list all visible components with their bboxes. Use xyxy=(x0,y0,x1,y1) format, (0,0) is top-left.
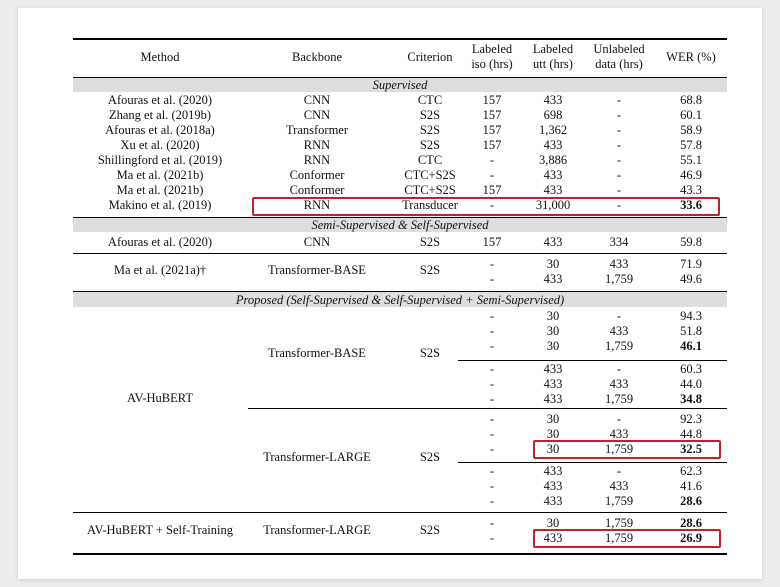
unlabeled-cell: 1,759 xyxy=(604,494,634,508)
unlabeled-cell: 1,759 xyxy=(604,516,634,530)
wer-cell: 71.9 xyxy=(680,257,702,271)
unlabeled-cell: 1,759 xyxy=(604,531,634,545)
header-backbone: Backbone xyxy=(292,50,342,64)
group-divider xyxy=(248,408,727,409)
unlabeled-cell: 433 xyxy=(609,479,629,493)
selftrain-backbone: Transformer-LARGE xyxy=(263,523,371,537)
criterion-cell: S2S xyxy=(419,123,441,137)
labeled-utt-cell: 30 xyxy=(546,324,560,338)
labeled-iso-cell: - xyxy=(489,427,495,441)
unlabeled-cell: - xyxy=(616,123,622,137)
labeled-utt-cell: 433 xyxy=(543,183,563,197)
unlabeled-cell: - xyxy=(616,464,622,478)
labeled-iso-cell: - xyxy=(489,362,495,376)
backbone-cell: CNN xyxy=(303,108,331,122)
backbone-cell: RNN xyxy=(303,198,331,212)
wer-cell: 46.1 xyxy=(680,339,702,353)
criterion-cell: CTC xyxy=(417,153,443,167)
avhubert-base-criterion: S2S xyxy=(419,346,441,360)
header-labeled-iso-1: Labeled xyxy=(471,42,513,56)
criterion-cell: CTC+S2S xyxy=(404,168,456,182)
header-method: Method xyxy=(140,50,180,64)
wer-cell: 92.3 xyxy=(680,412,702,426)
unlabeled-cell: 1,759 xyxy=(604,339,634,353)
labeled-iso-cell: - xyxy=(489,412,495,426)
labeled-iso-cell: - xyxy=(489,464,495,478)
labeled-iso-cell: 157 xyxy=(482,123,502,137)
wer-cell: 51.8 xyxy=(680,324,702,338)
unlabeled-cell: 1,759 xyxy=(604,392,634,406)
wer-cell: 44.0 xyxy=(680,377,702,391)
labeled-iso-cell: 157 xyxy=(482,108,502,122)
labeled-utt-cell: 433 xyxy=(543,464,563,478)
criterion-cell: CTC+S2S xyxy=(404,183,456,197)
wer-cell: 46.9 xyxy=(680,168,702,182)
header-unlabeled-2: data (hrs) xyxy=(595,57,643,71)
wer-cell: 59.8 xyxy=(680,235,702,249)
labeled-iso-cell: - xyxy=(489,494,495,508)
labeled-utt-cell: 433 xyxy=(543,479,563,493)
method-cell: Xu et al. (2020) xyxy=(120,138,200,152)
section-rule xyxy=(73,253,727,254)
labeled-utt-cell: 30 xyxy=(546,339,560,353)
labeled-utt-cell: 433 xyxy=(543,235,563,249)
wer-cell: 34.8 xyxy=(680,392,702,406)
backbone-cell: Conformer xyxy=(289,168,345,182)
method-cell: Afouras et al. (2018a) xyxy=(105,123,215,137)
labeled-iso-cell: - xyxy=(489,531,495,545)
wer-cell: 58.9 xyxy=(680,123,702,137)
header-labeled-utt-2: utt (hrs) xyxy=(533,57,573,71)
labeled-iso-cell: - xyxy=(489,324,495,338)
labeled-utt-cell: 30 xyxy=(546,427,560,441)
labeled-iso-cell: - xyxy=(489,442,495,456)
labeled-utt-cell: 30 xyxy=(546,412,560,426)
labeled-iso-cell: 157 xyxy=(482,235,502,249)
labeled-iso-cell: 157 xyxy=(482,93,502,107)
criterion-cell: CTC xyxy=(417,93,443,107)
labeled-utt-cell: 433 xyxy=(543,392,563,406)
labeled-utt-cell: 433 xyxy=(543,168,563,182)
labeled-iso-cell: 157 xyxy=(482,138,502,152)
unlabeled-cell: 1,759 xyxy=(604,442,634,456)
criterion-cell: S2S xyxy=(419,138,441,152)
labeled-utt-cell: 433 xyxy=(543,93,563,107)
unlabeled-cell: - xyxy=(616,362,622,376)
top-rule xyxy=(73,38,727,40)
header-labeled-utt-1: Labeled xyxy=(532,42,574,56)
labeled-utt-cell: 30 xyxy=(546,309,560,323)
labeled-utt-cell: 3,886 xyxy=(538,153,568,167)
labeled-iso-cell: - xyxy=(489,153,495,167)
criterion-cell: S2S xyxy=(419,108,441,122)
labeled-iso-cell: - xyxy=(489,272,495,286)
unlabeled-cell: - xyxy=(616,183,622,197)
ma-criterion: S2S xyxy=(419,263,441,277)
unlabeled-cell: 433 xyxy=(609,324,629,338)
labeled-iso-cell: - xyxy=(489,377,495,391)
labeled-utt-cell: 30 xyxy=(546,516,560,530)
wer-cell: 28.6 xyxy=(680,494,702,508)
labeled-iso-cell: - xyxy=(489,309,495,323)
wer-cell: 33.6 xyxy=(680,198,702,212)
method-cell: Ma et al. (2021b) xyxy=(116,183,204,197)
backbone-cell: RNN xyxy=(303,138,331,152)
labeled-iso-cell: - xyxy=(489,479,495,493)
labeled-iso-cell: 157 xyxy=(482,183,502,197)
backbone-cell: CNN xyxy=(303,93,331,107)
criterion-cell: Transducer xyxy=(402,198,458,212)
wer-cell: 60.1 xyxy=(680,108,702,122)
wer-cell: 43.3 xyxy=(680,183,702,197)
wer-cell: 62.3 xyxy=(680,464,702,478)
bottom-rule xyxy=(73,553,727,555)
group-divider xyxy=(458,462,727,463)
unlabeled-cell: - xyxy=(616,412,622,426)
labeled-utt-cell: 433 xyxy=(543,531,563,545)
labeled-iso-cell: - xyxy=(489,516,495,530)
method-cell: Afouras et al. (2020) xyxy=(107,93,213,107)
unlabeled-cell: - xyxy=(616,309,622,323)
wer-cell: 44.8 xyxy=(680,427,702,441)
labeled-utt-cell: 30 xyxy=(546,442,560,456)
labeled-utt-cell: 433 xyxy=(543,362,563,376)
labeled-utt-cell: 433 xyxy=(543,494,563,508)
wer-cell: 60.3 xyxy=(680,362,702,376)
avhubert-large-backbone: Transformer-LARGE xyxy=(263,450,371,464)
backbone-cell: Conformer xyxy=(289,183,345,197)
wer-cell: 28.6 xyxy=(680,516,702,530)
unlabeled-cell: - xyxy=(616,108,622,122)
wer-cell: 32.5 xyxy=(680,442,702,456)
wer-cell: 55.1 xyxy=(680,153,702,167)
unlabeled-cell: - xyxy=(616,153,622,167)
unlabeled-cell: 1,759 xyxy=(604,272,634,286)
wer-cell: 41.6 xyxy=(680,479,702,493)
labeled-iso-cell: - xyxy=(489,198,495,212)
labeled-utt-cell: 698 xyxy=(543,108,563,122)
header-unlabeled-1: Unlabeled xyxy=(593,42,645,56)
wer-cell: 57.8 xyxy=(680,138,702,152)
header-labeled-iso-2: iso (hrs) xyxy=(471,57,513,71)
labeled-utt-cell: 1,362 xyxy=(538,123,568,137)
ma-method: Ma et al. (2021a)† xyxy=(113,263,207,277)
criterion-cell: S2S xyxy=(419,235,441,249)
avhubert-base-backbone: Transformer-BASE xyxy=(268,346,366,360)
method-cell: Makino et al. (2019) xyxy=(108,198,212,212)
labeled-utt-cell: 31,000 xyxy=(535,198,571,212)
avhubert-method: AV-HuBERT xyxy=(127,391,193,405)
wer-cell: 26.9 xyxy=(680,531,702,545)
unlabeled-cell: 334 xyxy=(609,235,629,249)
results-table xyxy=(73,0,727,587)
method-cell: Shillingford et al. (2019) xyxy=(97,153,223,167)
group-divider xyxy=(458,360,727,361)
section-title-semi: Semi-Supervised & Self-Supervised xyxy=(311,218,489,232)
selftrain-method: AV-HuBERT + Self-Training xyxy=(87,523,233,537)
wer-cell: 68.8 xyxy=(680,93,702,107)
unlabeled-cell: 433 xyxy=(609,377,629,391)
unlabeled-cell: - xyxy=(616,198,622,212)
ma-backbone: Transformer-BASE xyxy=(268,263,366,277)
backbone-cell: CNN xyxy=(303,235,331,249)
header-criterion: Criterion xyxy=(407,50,453,64)
avhubert-large-criterion: S2S xyxy=(419,450,441,464)
labeled-iso-cell: - xyxy=(489,168,495,182)
backbone-cell: Transformer xyxy=(285,123,349,137)
section-title-proposed: Proposed (Self-Supervised & Self-Supervised + Semi-Supervised) xyxy=(235,293,565,307)
unlabeled-cell: 433 xyxy=(609,257,629,271)
method-cell: Ma et al. (2021b) xyxy=(116,168,204,182)
labeled-utt-cell: 433 xyxy=(543,272,563,286)
labeled-utt-cell: 433 xyxy=(543,377,563,391)
wer-cell: 49.6 xyxy=(680,272,702,286)
unlabeled-cell: 433 xyxy=(609,427,629,441)
wer-cell: 94.3 xyxy=(680,309,702,323)
labeled-iso-cell: - xyxy=(489,392,495,406)
backbone-cell: RNN xyxy=(303,153,331,167)
section-title-supervised: Supervised xyxy=(372,78,428,92)
method-cell: Afouras et al. (2020) xyxy=(107,235,213,249)
unlabeled-cell: - xyxy=(616,93,622,107)
selftrain-criterion: S2S xyxy=(419,523,441,537)
labeled-iso-cell: - xyxy=(489,257,495,271)
unlabeled-cell: - xyxy=(616,138,622,152)
method-cell: Zhang et al. (2019b) xyxy=(108,108,212,122)
labeled-utt-cell: 433 xyxy=(543,138,563,152)
section-rule xyxy=(73,512,727,513)
unlabeled-cell: - xyxy=(616,168,622,182)
labeled-iso-cell: - xyxy=(489,339,495,353)
header-wer: WER (%) xyxy=(666,50,716,64)
labeled-utt-cell: 30 xyxy=(546,257,560,271)
